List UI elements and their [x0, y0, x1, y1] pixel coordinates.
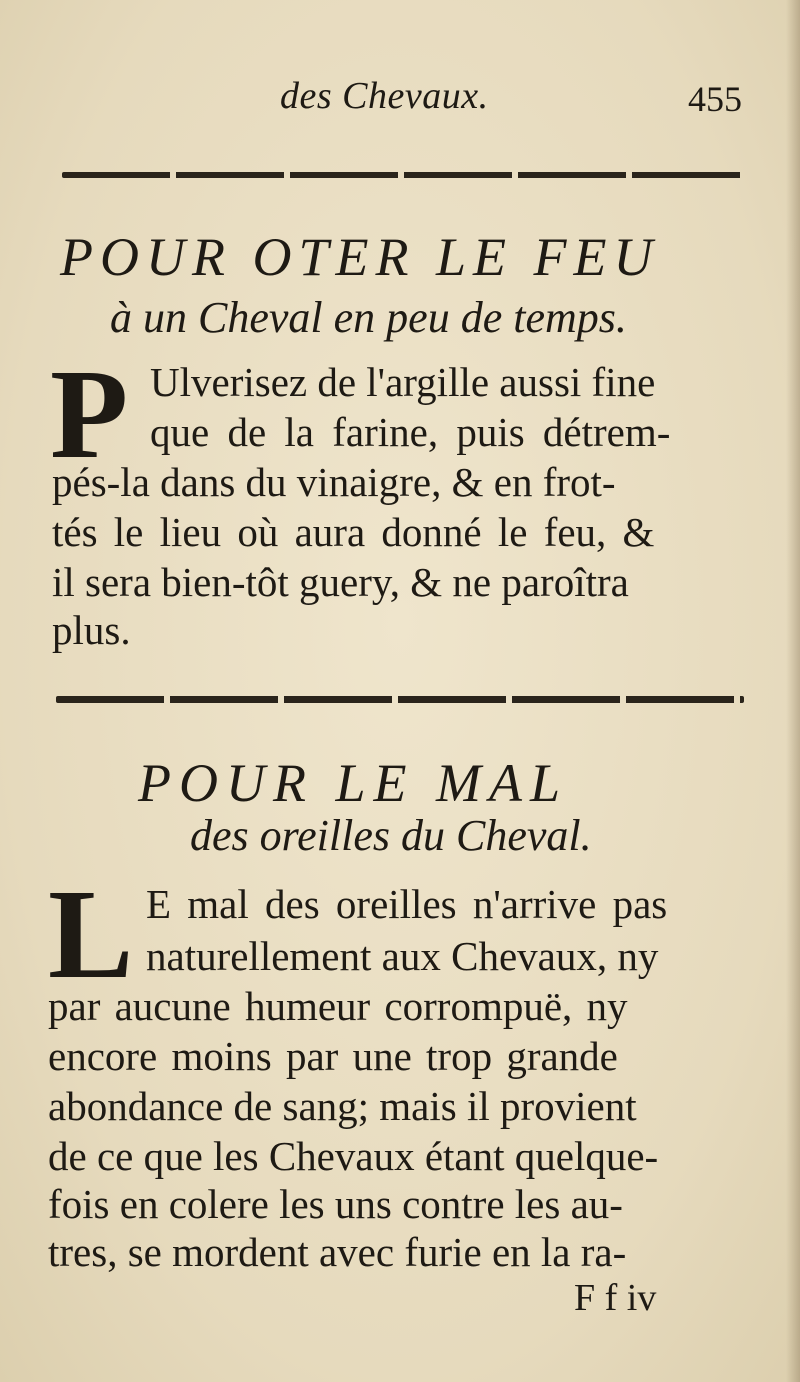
text-line: il sera bien-tôt guery, & ne paroîtra: [52, 559, 629, 605]
page-number: 455: [688, 79, 742, 119]
ornamental-rule-top: [62, 172, 744, 178]
text-line: abondance de sang; mais il provient: [48, 1083, 637, 1129]
signature-mark: F f iv: [574, 1277, 657, 1319]
text-line: tres, se mordent avec furie en la ra-: [48, 1229, 627, 1275]
text-line: par aucune humeur corrompuë, ny: [48, 983, 628, 1029]
text-line: E mal des oreilles n'arrive pas: [146, 881, 668, 927]
section1-drop-cap: P: [50, 343, 129, 485]
text-line: plus.: [52, 607, 131, 653]
text-line: naturellement aux Chevaux, ny: [146, 933, 659, 979]
ornamental-rule-middle: [56, 696, 744, 703]
text-line: encore moins par une trop grande: [48, 1033, 618, 1079]
text-line: pés-la dans du vinaigre, & en frot-: [52, 459, 616, 505]
running-title: des Chevaux.: [280, 75, 489, 117]
text-line: tés le lieu où aura donné le feu, &: [52, 509, 655, 555]
page-edge-shadow: [786, 0, 800, 1382]
text-line: de ce que les Chevaux étant quelque-: [48, 1133, 659, 1179]
section2-heading: POUR LE MAL: [138, 753, 568, 813]
page-header: [0, 70, 800, 130]
section1-heading: POUR OTER LE FEU: [60, 227, 660, 287]
text-line: que de la farine, puis détrem-: [150, 409, 671, 455]
section2-subheading: des oreilles du Cheval.: [190, 811, 592, 860]
text-line: Ulverisez de l'argille aussi fine: [150, 359, 656, 405]
text-line: fois en colere les uns contre les au-: [48, 1181, 623, 1227]
section1-subheading: à un Cheval en peu de temps.: [110, 293, 627, 342]
section2-drop-cap: L: [48, 863, 134, 1005]
